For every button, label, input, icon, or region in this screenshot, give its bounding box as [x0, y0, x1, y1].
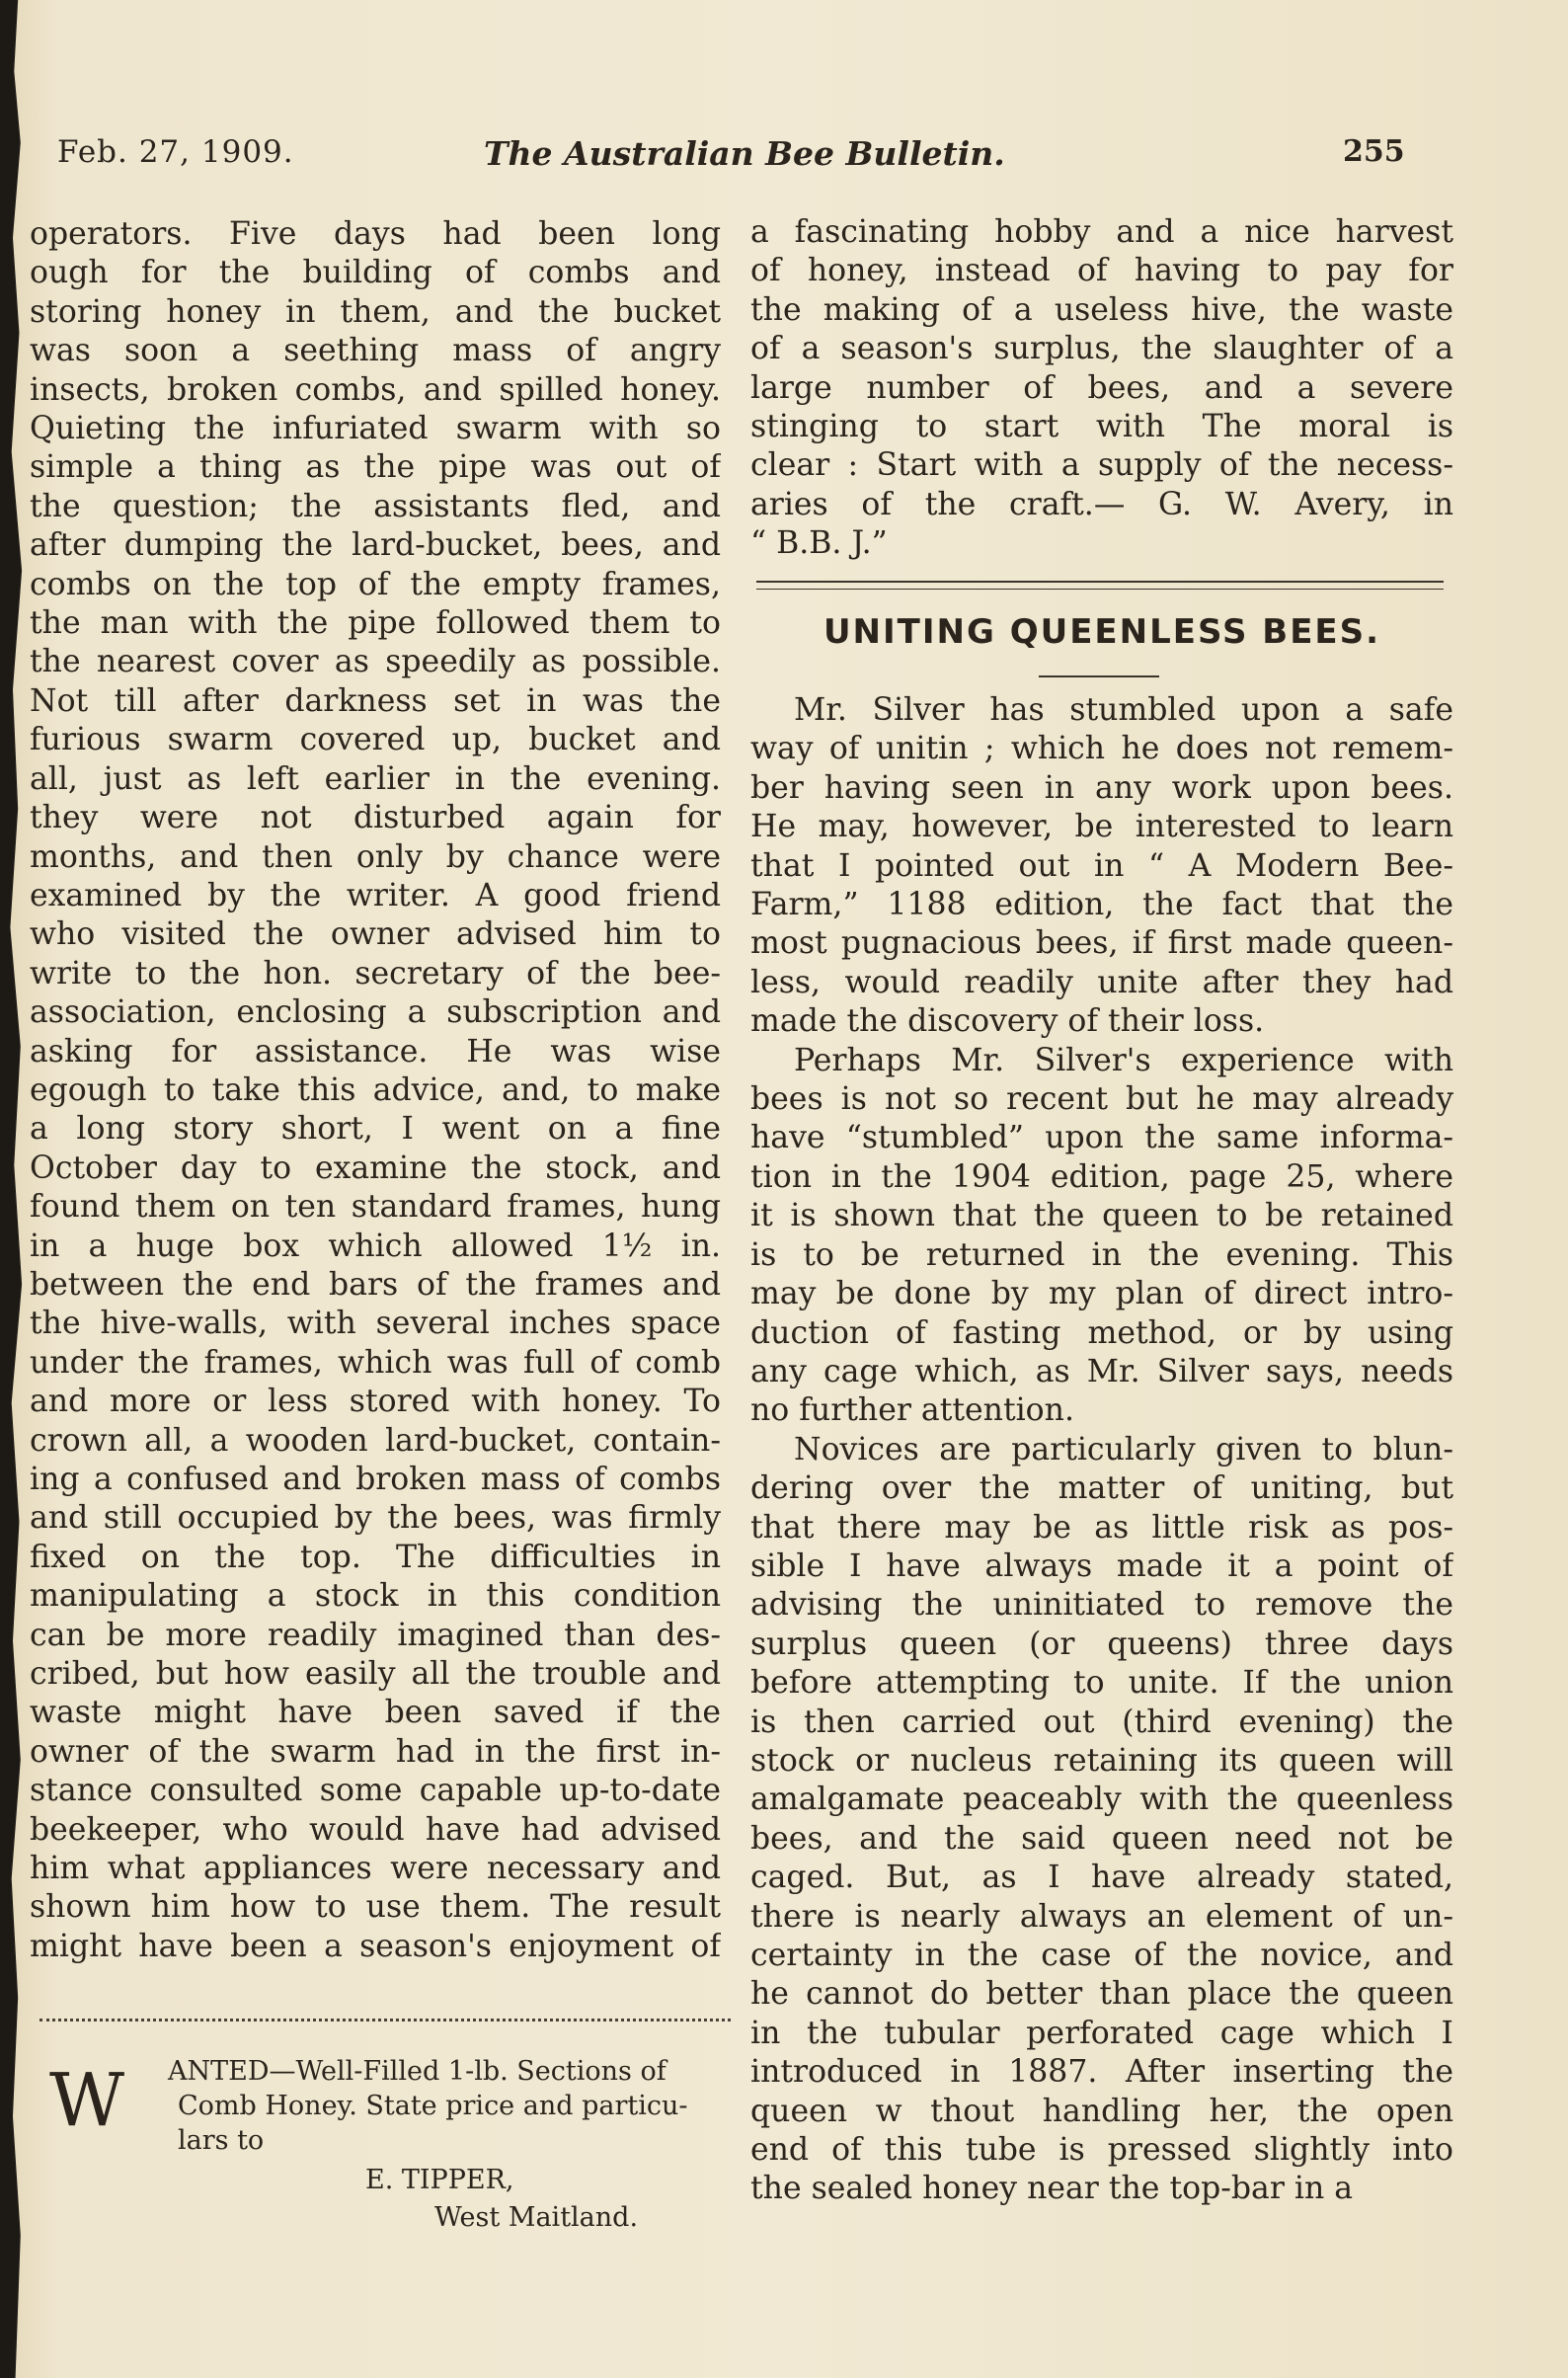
text-line: before attempting to unite. If the union — [750, 1665, 1453, 1702]
text-line: was soon a seething mass of angry — [30, 333, 721, 369]
text-line: found them on ten standard frames, hung — [30, 1189, 721, 1226]
text-line: might have been a season's enjoyment of — [30, 1928, 721, 1964]
text-line: certainty in the case of the novice, and — [750, 1938, 1453, 1973]
text-line: crown all, a wooden lard-bucket, contain- — [30, 1422, 721, 1459]
text-line: have “stumbled” upon the same informa- — [750, 1120, 1453, 1156]
text-line: ber having seen in any work upon bees. — [750, 769, 1453, 806]
text-line: that I pointed out in “ A Modern Bee- — [750, 847, 1453, 884]
text-line: and more or less stored with honey. To — [30, 1384, 721, 1420]
text-line: and still occupied by the bees, was firmly — [30, 1500, 721, 1537]
text-line: the sealed honey near the top-bar in a — [750, 2171, 1354, 2207]
text-line: that there may be as little risk as pos- — [750, 1509, 1453, 1546]
text-line: way of unitin ; which he does not remem- — [750, 731, 1453, 767]
text-line: most pugnacious bees, if first made queen- — [750, 925, 1453, 962]
article-paragraph — [750, 691, 1453, 1042]
text-line: He may, however, be interested to learn — [750, 809, 1453, 845]
header-date: Feb. 27, 1909. — [57, 134, 294, 170]
text-line: large number of bees, and a severe — [750, 369, 1453, 406]
text-line: the question; the assistants fled, and — [30, 488, 721, 524]
text-line: there is nearly always an element of un- — [750, 1898, 1453, 1935]
text-line: insects, broken combs, and spilled honey. — [30, 371, 721, 408]
running-header — [49, 134, 1412, 184]
text-line: bees, and the said queen need not be — [750, 1820, 1453, 1857]
text-line: introduced in 1887. After inserting the — [750, 2054, 1453, 2091]
text-line: Quieting the infuriated swarm with so — [30, 411, 721, 447]
text-line: no further attention. — [750, 1392, 1074, 1429]
text-line: “ B.B. J.” — [750, 525, 888, 562]
text-line: storing honey in them, and the bucket — [30, 293, 721, 330]
text-line: Mr. Silver has stumbled upon a safe — [794, 692, 1453, 728]
text-line: combs on the top of the empty frames, — [30, 566, 721, 602]
text-line: stinging to start with The moral is — [750, 409, 1453, 445]
advert-drop-cap: W — [49, 2058, 125, 2143]
text-line: they were not disturbed again for — [30, 800, 721, 836]
text-line: between the end bars of the frames and — [30, 1266, 721, 1303]
text-line: can be more readily imagined than des- — [30, 1617, 721, 1653]
advert-line: lars to — [178, 2125, 265, 2156]
text-line: in the tubular perforated cage which I — [750, 2015, 1453, 2051]
text-line: caged. But, as I have already stated, — [750, 1860, 1453, 1896]
text-line: fixed on the top. The difficulties in — [30, 1539, 721, 1575]
left-column — [30, 215, 721, 1966]
text-line: under the frames, which was full of comb — [30, 1344, 721, 1381]
text-line: shown him how to use them. The result — [30, 1889, 721, 1926]
text-line: cribed, but how easily all the trouble and — [30, 1656, 721, 1693]
uniting-article — [750, 691, 1453, 2209]
text-line: him what appliances were necessary and — [30, 1851, 721, 1887]
text-line: furious swarm covered up, bucket and — [30, 722, 721, 758]
advert-contact-name: E. TIPPER, — [365, 2165, 514, 2195]
text-line: who visited the owner advised him to — [30, 916, 721, 953]
text-line: simple a thing as the pipe was out of — [30, 449, 721, 486]
page-number: 255 — [1343, 134, 1405, 169]
right-column — [750, 213, 1453, 564]
text-line: in a huge box which allowed 1½ in. — [30, 1228, 721, 1264]
advert-contact-place: West Maitland. — [434, 2202, 639, 2233]
text-line: bees is not so recent but he may already — [750, 1081, 1453, 1118]
text-line: owner of the swarm had in the first in- — [30, 1733, 721, 1770]
section-separator — [756, 581, 1444, 590]
text-line: clear : Start with a supply of the necess- — [750, 447, 1453, 484]
text-line: less, would readily unite after they had — [750, 964, 1453, 1000]
text-line: dering over the matter of uniting, but — [750, 1470, 1453, 1507]
text-line: months, and then only by chance were — [30, 838, 721, 875]
text-line: aries of the craft.— G. W. Avery, in — [750, 486, 1453, 522]
article-paragraph — [750, 1042, 1453, 1431]
article-ending — [750, 213, 1453, 564]
text-line: write to the hon. secretary of the bee- — [30, 955, 721, 991]
text-line: the making of a useless hive, the waste — [750, 291, 1453, 328]
text-line: advising the uninitiated to remove the — [750, 1587, 1453, 1624]
text-line: it is shown that the queen to be retained — [750, 1198, 1453, 1234]
text-line: is to be returned in the evening. This — [750, 1236, 1453, 1273]
text-line: sible I have always made it a point of — [750, 1547, 1453, 1584]
text-line: Farm,” 1188 edition, the fact that the — [750, 887, 1453, 923]
text-line: October day to examine the stock, and — [30, 1149, 721, 1186]
text-line: egough to take this advice, and, to make — [30, 1071, 721, 1108]
text-line: the nearest cover as speedily as possible. — [30, 644, 721, 680]
text-line: of a season's surplus, the slaughter of a — [750, 331, 1453, 367]
article-paragraph — [750, 1431, 1453, 2209]
text-line: ing a confused and broken mass of combs — [30, 1462, 721, 1497]
column-divider-rule — [39, 2019, 731, 2021]
text-line: queen w thout handling her, the open — [750, 2093, 1453, 2129]
text-line: all, just as left earlier in the evening. — [30, 760, 721, 797]
text-line: a fascinating hobby and a nice harvest — [750, 214, 1453, 250]
text-line: the man with the pipe followed them to — [30, 605, 721, 642]
text-line: stock or nucleus retaining its queen will — [750, 1742, 1453, 1779]
text-line: duction of fasting method, or by using — [750, 1314, 1453, 1351]
text-line: Novices are particularly given to blun- — [794, 1431, 1453, 1467]
text-line: association, enclosing a subscription and — [30, 994, 721, 1031]
text-line: is then carried out (third evening) the — [750, 1704, 1453, 1740]
text-line: he cannot do better than place the queen — [750, 1976, 1453, 2013]
text-line: end of this tube is pressed slightly into — [750, 2132, 1453, 2169]
text-line: made the discovery of their loss. — [750, 1003, 1265, 1040]
text-line: the hive-walls, with several inches space — [30, 1306, 721, 1342]
text-line: amalgamate peaceably with the queenless — [750, 1782, 1453, 1818]
text-line: surplus queen (or queens) three days — [750, 1625, 1453, 1662]
text-line: any cage which, as Mr. Silver says, needs — [750, 1353, 1453, 1389]
advert-text — [168, 2054, 741, 2158]
journal-title: The Australian Bee Bulletin. — [484, 134, 1005, 173]
text-line: waste might have been saved if the — [30, 1695, 721, 1731]
advert-line: ANTED—Well-Filled 1-lb. Sections of — [168, 2056, 666, 2087]
text-line: Not till after darkness set in was the — [30, 682, 721, 719]
text-line: after dumping the lard-bucket, bees, and — [30, 527, 721, 564]
text-line: manipulating a stock in this condition — [30, 1578, 721, 1615]
text-line: operators. Five days had been long — [30, 216, 721, 252]
text-line: of honey, instead of having to pay for — [750, 253, 1453, 289]
section-title: UNITING QUEENLESS BEES. — [823, 612, 1381, 652]
text-line: a long story short, I went on a fine — [30, 1111, 721, 1148]
text-line: tion in the 1904 edition, page 25, where — [750, 1158, 1453, 1195]
text-line: may be done by my plan of direct intro- — [750, 1276, 1453, 1312]
advert-line: Comb Honey. State price and particu- — [178, 2091, 688, 2121]
text-line: stance consulted some capable up-to-date — [30, 1773, 721, 1809]
text-line: ough for the building of combs and — [30, 255, 721, 291]
title-underline — [1039, 675, 1159, 677]
text-line: asking for assistance. He was wise — [30, 1033, 721, 1070]
text-line: beekeeper, who would have had advised — [30, 1811, 721, 1848]
text-line: examined by the writer. A good friend — [30, 877, 721, 913]
text-line: Perhaps Mr. Silver's experience with — [794, 1042, 1453, 1078]
